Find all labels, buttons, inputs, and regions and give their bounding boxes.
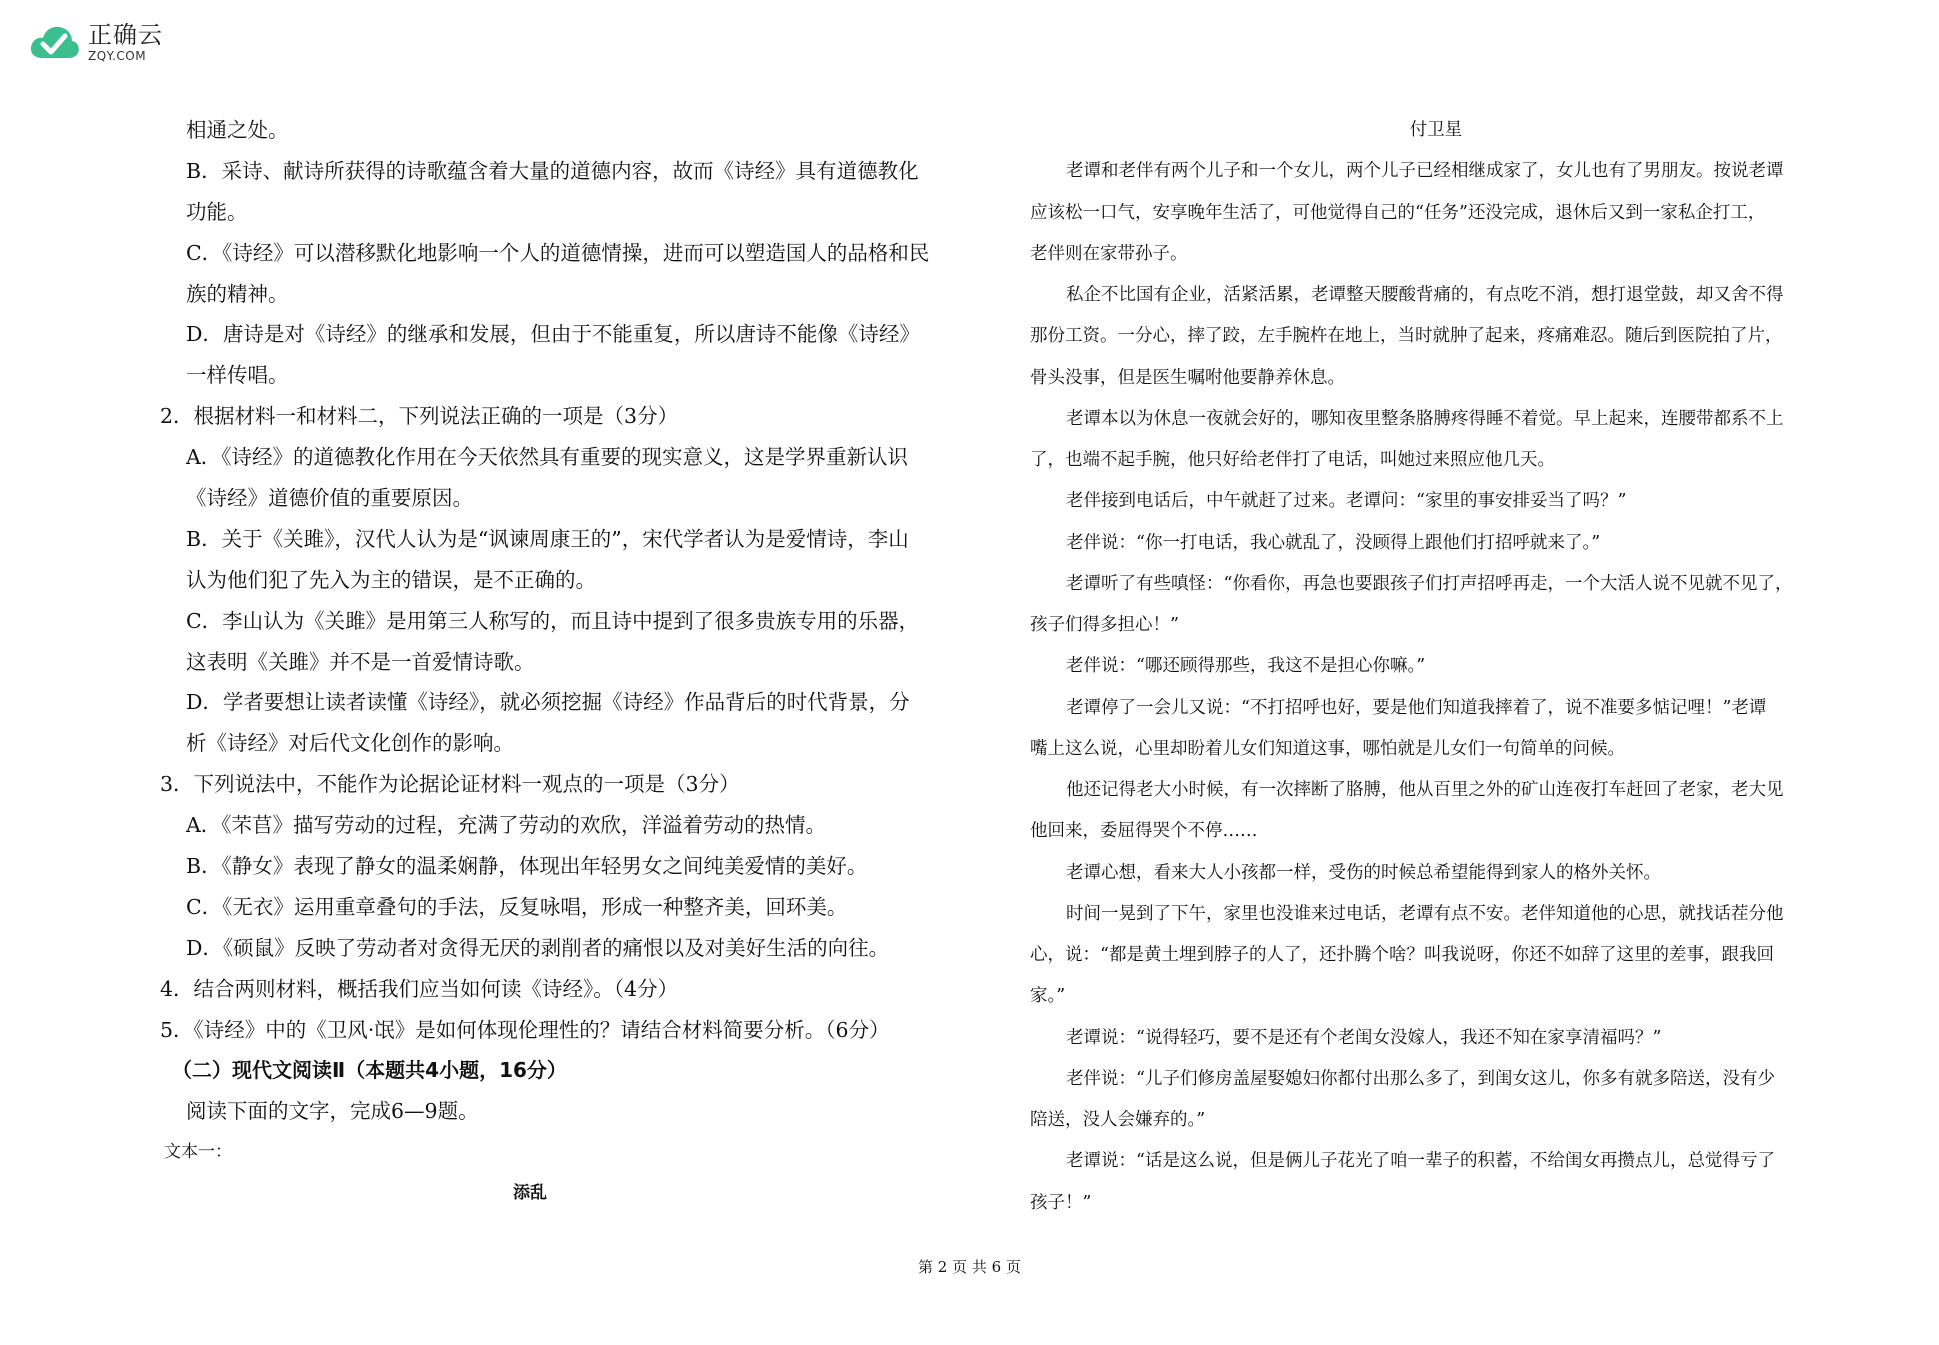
question-line: 4．结合两则材料，概括我们应当如何读《诗经》。（4分） xyxy=(160,976,679,1001)
question-line: D．学者要想让读者读懂《诗经》，就必须挖掘《诗经》作品背后的时代背景，分 xyxy=(186,690,910,715)
question-line: 相通之处。 xyxy=(186,118,289,142)
passage-line: 老谭停了一会儿又说：“不打招呼也好，要是他们知道我摔着了，说不准要多惦记哩！”老谭 xyxy=(1066,697,1767,718)
passage-line: 嘴上这么说，心里却盼着儿女们知道这事，哪怕就是儿女们一句简单的问候。 xyxy=(1030,738,1625,759)
passage-line: 那份工资。一分心，摔了跤，左手腕杵在地上，当时就肿了起来，疼痛难忍。随后到医院拍了片， xyxy=(1030,326,1783,347)
question-line: C．《诗经》可以潜移默化地影响一个人的道德情操，进而可以塑造国人的品格和民 xyxy=(186,240,930,265)
question-line: （二）现代文阅读Ⅱ（本题共4小题，16分） xyxy=(172,1058,567,1083)
passage-line: 老伴说：“哪还顾得那些，我这不是担心你嘛。” xyxy=(1066,656,1426,677)
passage-line: 老伴则在家带孙子。 xyxy=(1030,243,1188,264)
passage-line: 孩子！” xyxy=(1030,1192,1092,1213)
passage-line: 心，说：“都是黄土埋到脖子的人了，还扑腾个啥？叫我说呀，你还不如辞了这里的差事，跟我回 xyxy=(1030,945,1774,965)
passage-line: 老谭本以为休息一夜就会好的，哪知夜里整条胳膊疼得睡不着觉。早上起来，连腰带都系不上 xyxy=(1066,408,1784,429)
page-footer: 第 2 页 共 6 页 xyxy=(918,1258,1021,1276)
question-line: A．《芣苢》描写劳动的过程，充满了劳动的欢欣，洋溢着劳动的热情。 xyxy=(186,813,827,838)
logo-name: 正确云 xyxy=(88,20,163,49)
question-line: 2．根据材料一和材料二，下列说法正确的一项是（3分） xyxy=(160,404,679,429)
passage-line: 老谭心想，看来大人小孩都一样，受伤的时候总希望能得到家人的格外关怀。 xyxy=(1066,862,1661,883)
passage-line: 陪送，没人会嫌弃的。” xyxy=(1030,1110,1206,1130)
passage-line: 家。” xyxy=(1030,986,1066,1007)
passage-line: 应该松一口气，安享晚年生活了，可他觉得自己的“任务”还没完成，退休后又到一家私企打工， xyxy=(1030,202,1766,223)
question-line: 添乱 xyxy=(513,1183,547,1204)
passage-line: 老谭说：“说得轻巧，要不是还有个老闺女没嫁人，我还不知在家享清福吗？” xyxy=(1066,1027,1662,1048)
cloud-check-icon xyxy=(28,22,80,62)
question-line: A．《诗经》的道德教化作用在今天依然具有重要的现实意义，这是学界重新认识 xyxy=(186,445,909,470)
passage-line: 骨头没事，但是医生嘱咐他要静养休息。 xyxy=(1030,367,1345,388)
question-line: 文本一： xyxy=(164,1142,232,1163)
passage-line: 老谭说：“话是这么说，但是俩儿子花光了咱一辈子的积蓄，不给闺女再攒点儿，总觉得亏了 xyxy=(1066,1151,1775,1172)
passage-line: 老伴说：“你一打电话，我心就乱了，没顾得上跟他们打招呼就来了。” xyxy=(1066,532,1601,553)
passage-line: 老伴接到电话后，中午就赶了过来。老谭问：“家里的事安排妥当了吗？” xyxy=(1066,491,1627,512)
question-line: 一样传唱。 xyxy=(186,363,289,388)
passage-line: 了，也端不起手腕，他只好给老伴打了电话，叫她过来照应他几天。 xyxy=(1030,450,1555,470)
passage-line: 他回来，委屈得哭个不停…… xyxy=(1030,821,1258,842)
question-line: 析《诗经》对后代文化创作的影响。 xyxy=(186,731,514,756)
question-line: 阅读下面的文字，完成6—9题。 xyxy=(186,1099,479,1124)
question-line: 族的精神。 xyxy=(186,281,289,306)
passage-line: 付卫星 xyxy=(1409,120,1463,140)
question-line: 这表明《关雎》并不是一首爱情诗歌。 xyxy=(186,649,535,674)
passage-line: 孩子们得多担心！” xyxy=(1030,615,1179,635)
question-line: C．李山认为《关雎》是用第三人称写的，而且诗中提到了很多贵族专用的乐器， xyxy=(186,608,920,633)
question-line: 认为他们犯了先入为主的错误，是不正确的。 xyxy=(186,567,596,592)
question-line: B．《静女》表现了静女的温柔娴静，体现出年轻男女之间纯美爱情的美好。 xyxy=(186,854,868,879)
question-line: 5．《诗经》中的《卫风·氓》是如何体现伦理性的？请结合材料简要分析。（6分） xyxy=(160,1017,890,1042)
site-logo xyxy=(28,22,163,62)
question-line: 功能。 xyxy=(186,199,248,224)
left-column xyxy=(120,110,940,1214)
passage-line: 老谭听了有些嗔怪：“你看你，再急也要跟孩子们打声招呼再走，一个大活人说不见就不见了， xyxy=(1066,573,1793,594)
passage-line: 老伴说：“儿子们修房盖屋娶媳妇你都付出那么多了，到闺女这儿，你多有就多陪送，没有少 xyxy=(1066,1068,1775,1089)
question-line: 3．下列说法中，不能作为论据论证材料一观点的一项是（3分） xyxy=(160,772,740,797)
passage-line: 老谭和老伴有两个儿子和一个女儿，两个儿子已经相继成家了，女儿也有了男朋友。按说老谭 xyxy=(1066,161,1784,182)
question-line: C．《无衣》运用重章叠句的手法，反复咏唱，形成一种整齐美，回环美。 xyxy=(186,894,848,919)
question-line: B．采诗、献诗所获得的诗歌蕴含着大量的道德内容，故而《诗经》具有道德教化 xyxy=(186,158,919,183)
question-line: D．《硕鼠》反映了劳动者对贪得无厌的剥削者的痛恨以及对美好生活的向往。 xyxy=(186,935,890,960)
logo-domain: ZQY.COM xyxy=(88,48,147,63)
right-column xyxy=(1030,110,1842,1224)
passage-line: 私企不比国有企业，活紧活累，老谭整天腰酸背痛的，有点吃不消，想打退堂鼓，却又舍不得 xyxy=(1066,285,1784,305)
passage-line: 时间一晃到了下午，家里也没谁来过电话，老谭有点不安。老伴知道他的心思，就找话茬分他 xyxy=(1066,903,1784,924)
passage-line: 他还记得老大小时候，有一次摔断了胳膊，他从百里之外的矿山连夜打车赶回了老家，老大见 xyxy=(1066,780,1784,800)
question-line: D．唐诗是对《诗经》的继承和发展，但由于不能重复，所以唐诗不能像《诗经》 xyxy=(186,322,920,347)
question-line: B．关于《关雎》，汉代人认为是“讽谏周康王的”，宋代学者认为是爱情诗，李山 xyxy=(186,526,909,551)
question-line: 《诗经》道德价值的重要原因。 xyxy=(186,486,473,511)
